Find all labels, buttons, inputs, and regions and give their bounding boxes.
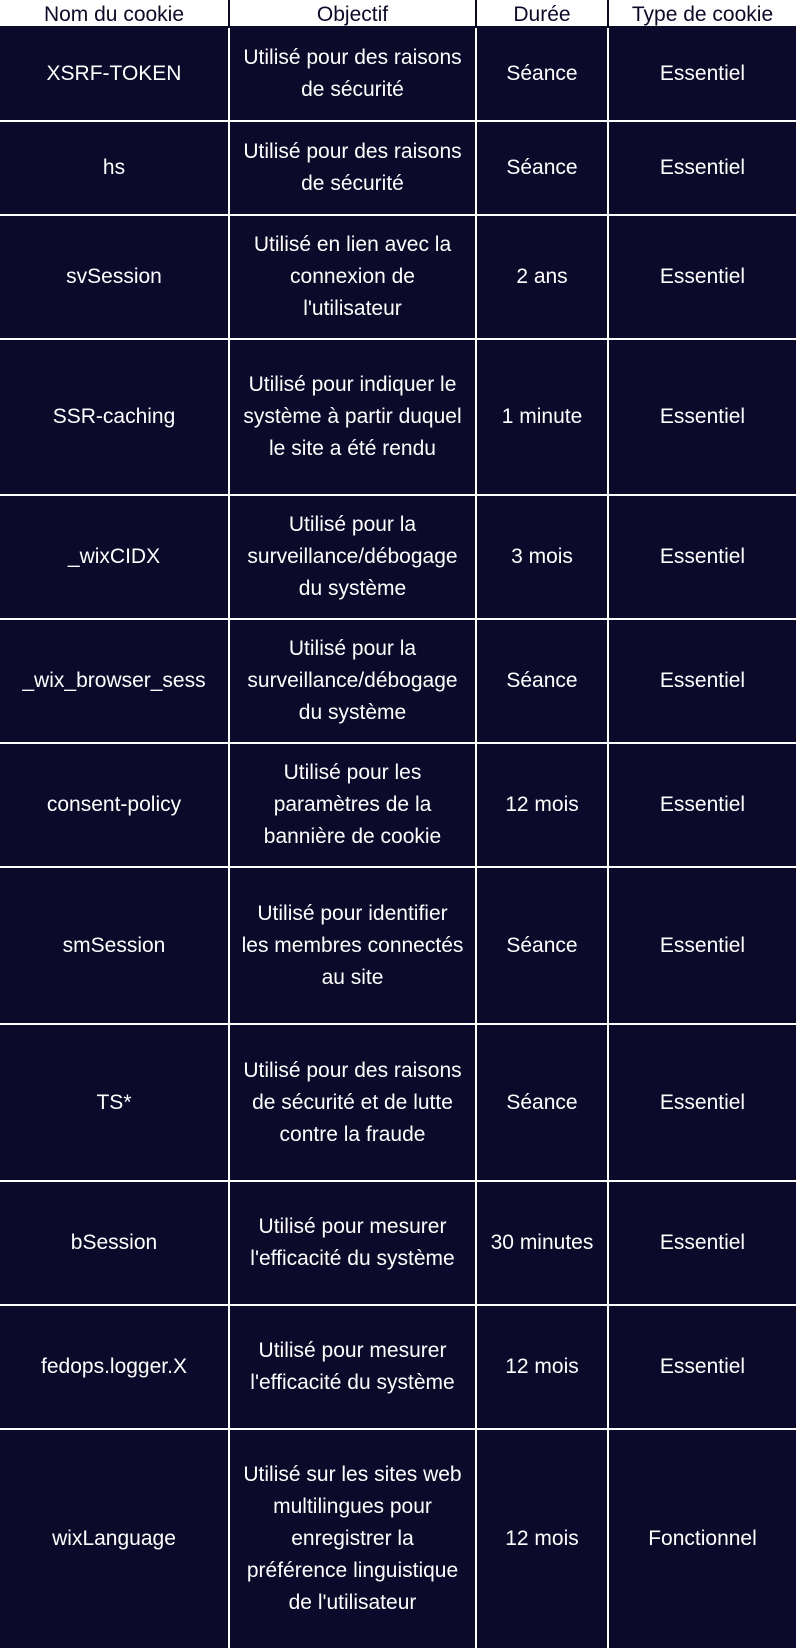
cookie-purpose: Utilisé pour des raisons de sécurité [229,27,476,121]
table-row [0,743,796,867]
table-row [0,1305,796,1429]
cookie-purpose: Utilisé pour la surveillance/débogage du système [229,495,476,619]
cookie-duration: Séance [476,619,608,743]
cookie-duration: Séance [476,867,608,1024]
table-row [0,339,796,495]
cookie-duration: Séance [476,121,608,215]
cookie-type: Essentiel [608,1024,796,1181]
cookie-name: XSRF-TOKEN [0,27,229,121]
table-row [0,495,796,619]
table-body [0,27,796,1649]
cookie-name: fedops.logger.X [0,1305,229,1429]
header-row [0,0,796,27]
table-row [0,1429,796,1649]
table-row [0,27,796,121]
cookie-duration: 3 mois [476,495,608,619]
cookie-type: Essentiel [608,1181,796,1305]
cookie-duration: Séance [476,27,608,121]
cookie-purpose: Utilisé en lien avec la connexion de l'utilisateur [229,215,476,339]
header-duration: Durée [476,0,608,27]
table-row [0,619,796,743]
cookie-purpose: Utilisé pour des raisons de sécurité et de lutte contre la fraude [229,1024,476,1181]
cookie-purpose: Utilisé pour mesurer l'efficacité du système [229,1305,476,1429]
cookie-name: _wixCIDX [0,495,229,619]
table-row [0,1024,796,1181]
cookie-type: Essentiel [608,867,796,1024]
cookie-purpose: Utilisé pour indiquer le système à partir duquel le site a été rendu [229,339,476,495]
cookie-name: SSR-caching [0,339,229,495]
cookie-purpose: Utilisé pour identifier les membres connectés au site [229,867,476,1024]
cookie-type: Essentiel [608,121,796,215]
cookie-type: Fonctionnel [608,1429,796,1649]
cookie-duration: 12 mois [476,1429,608,1649]
cookie-name: wixLanguage [0,1429,229,1649]
table-row [0,867,796,1024]
cookie-purpose: Utilisé pour mesurer l'efficacité du système [229,1181,476,1305]
header-cookie-type: Type de cookie [608,0,796,27]
cookie-name: _wix_browser_sess [0,619,229,743]
table-header [0,0,796,27]
cookie-type: Essentiel [608,215,796,339]
header-purpose: Objectif [229,0,476,27]
cookie-purpose: Utilisé sur les sites web multilingues pour enregistrer la préférence linguistique de l'utilisateur [229,1429,476,1649]
cookie-name: hs [0,121,229,215]
table-row [0,215,796,339]
header-cookie-name: Nom du cookie [0,0,229,27]
cookie-type: Essentiel [608,619,796,743]
cookie-name: bSession [0,1181,229,1305]
cookie-name: smSession [0,867,229,1024]
cookie-duration: Séance [476,1024,608,1181]
cookie-type: Essentiel [608,1305,796,1429]
cookie-name: consent-policy [0,743,229,867]
cookie-duration: 30 minutes [476,1181,608,1305]
table-row [0,1181,796,1305]
cookie-duration: 2 ans [476,215,608,339]
cookie-purpose: Utilisé pour les paramètres de la bannière de cookie [229,743,476,867]
cookie-name: TS* [0,1024,229,1181]
cookie-duration: 1 minute [476,339,608,495]
table-row [0,121,796,215]
cookie-type: Essentiel [608,339,796,495]
cookie-type: Essentiel [608,495,796,619]
cookie-type: Essentiel [608,27,796,121]
cookie-duration: 12 mois [476,1305,608,1429]
cookie-name: svSession [0,215,229,339]
cookie-purpose: Utilisé pour des raisons de sécurité [229,121,476,215]
cookie-purpose: Utilisé pour la surveillance/débogage du système [229,619,476,743]
cookie-duration: 12 mois [476,743,608,867]
cookie-type: Essentiel [608,743,796,867]
